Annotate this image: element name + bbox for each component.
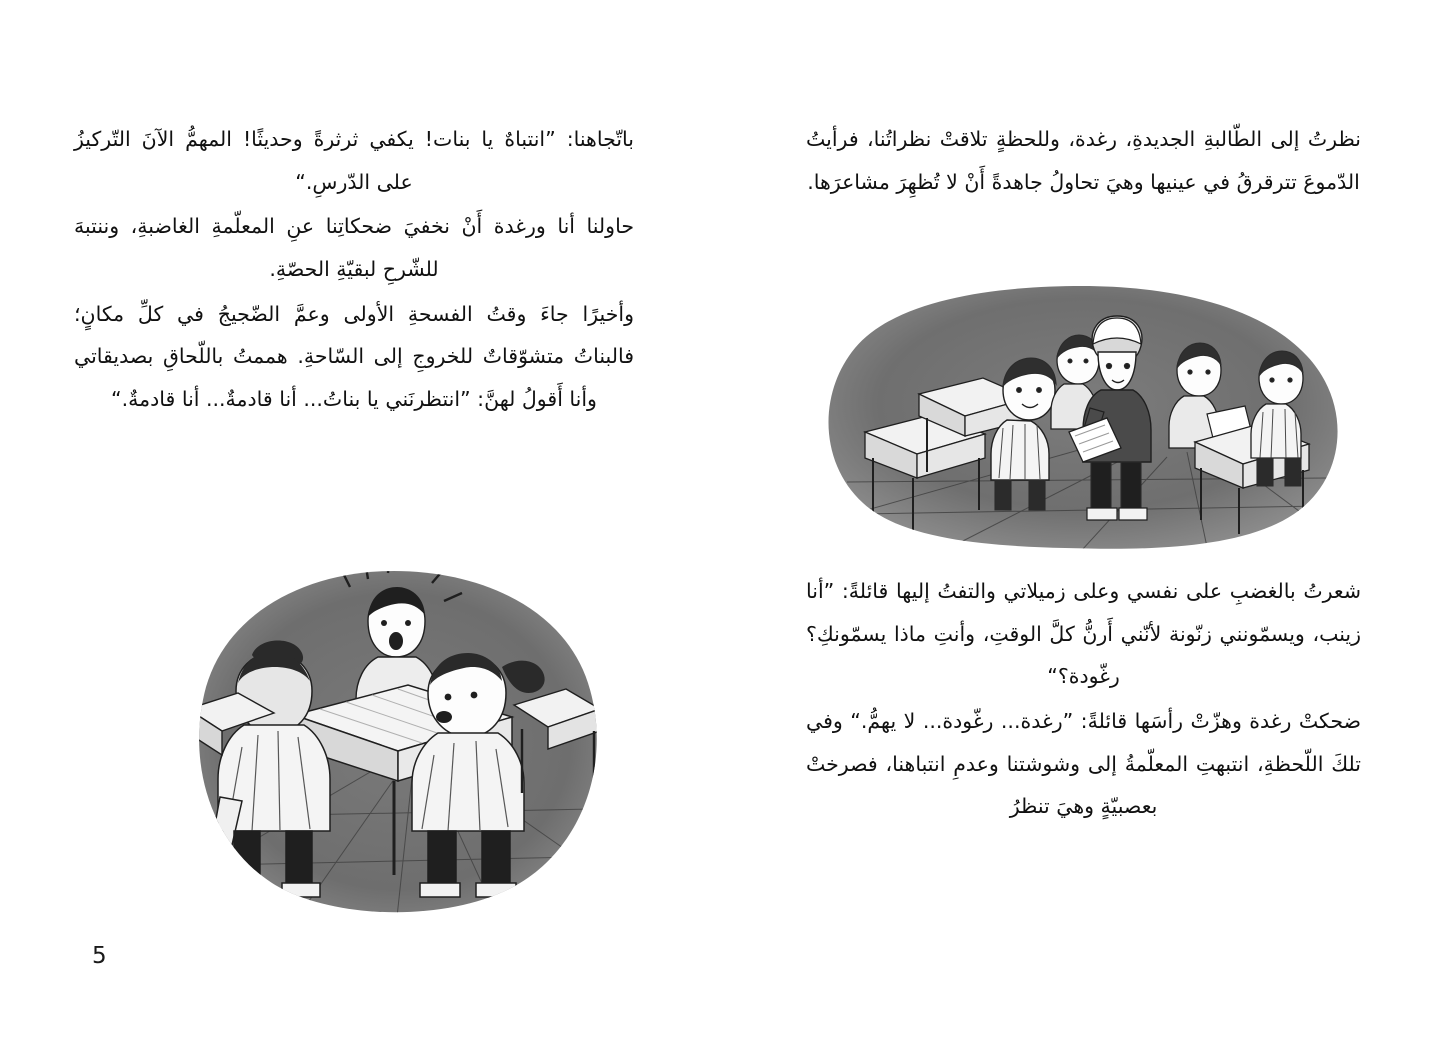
paragraph: حاولنا أنا ورغدة أَنْ نخفيَ ضحكاتِنا عنِ المعلّمةِ الغاضبةِ، وننتبهَ للشّرحِ لبقيّةِ الحصّةِ. xyxy=(74,214,634,281)
classroom-girls-standing-illustration xyxy=(807,282,1357,552)
two-girls-whispering-illustration xyxy=(182,565,612,925)
left-page xyxy=(0,0,722,1039)
paragraph: باتّجاهنا: ”انتباهٌ يا بنات! يكفي ثرثرةً وحديثًا! المهمُّ الآنَ التّركيزُ على الدّرسِ.“ xyxy=(74,127,634,194)
left-page-text-block xyxy=(74,118,634,422)
paragraph: شعرتُ بالغضبِ على نفسي وعلى زميلاتي والتفتُ إليها قائلةً: ”أنا زينب، ويسمّونني زنّونة لأنّني أَرنُّ كلَّ الوقتِ، وأنتِ ماذا يسمّونكِ؟ رغّودة؟“ xyxy=(806,579,1361,689)
page-number-left: 5 xyxy=(92,943,107,969)
paragraph: نظرتُ إلى الطّالبةِ الجديدةِ، رغدة، وللحظةٍ تلاقتْ نظراتُنا، فرأيتُ الدّموعَ تترقرقُ في عينيها وهيَ تحاولُ جاهدةً أَنْ لا تُظهِرَ مشاعرَها. xyxy=(806,127,1361,194)
right-page-text-block-top xyxy=(806,118,1361,205)
paragraph: ضحكتْ رغدة وهزّتْ رأسَها قائلةً: ”رغدة... رغّودة... لا يهمُّ.“ وفي تلكَ اللّحظةِ، انتبهتِ المعلّمةُ إلى وشوشتنا وعدمِ انتباهنا، فصرختْ بعصبيّةٍ وهيَ تنظرُ xyxy=(806,708,1361,819)
paragraph: وأخيرًا جاءَ وقتُ الفسحةِ الأولى وعمَّ الضّجيجُ في كلِّ مكانٍ؛ فالبناتُ متشوّقاتٌ للخروجِ إلى السّاحةِ. هممتُ باللّحاقِ بصديقاتي وأنا أَقولُ لهنَّ: ”انتظرنَني يا بناتُ... أنا قادمةٌ... أنا قادمةٌ.“ xyxy=(74,301,634,411)
right-page xyxy=(723,0,1445,1039)
right-page-text-block-bottom xyxy=(806,570,1361,830)
